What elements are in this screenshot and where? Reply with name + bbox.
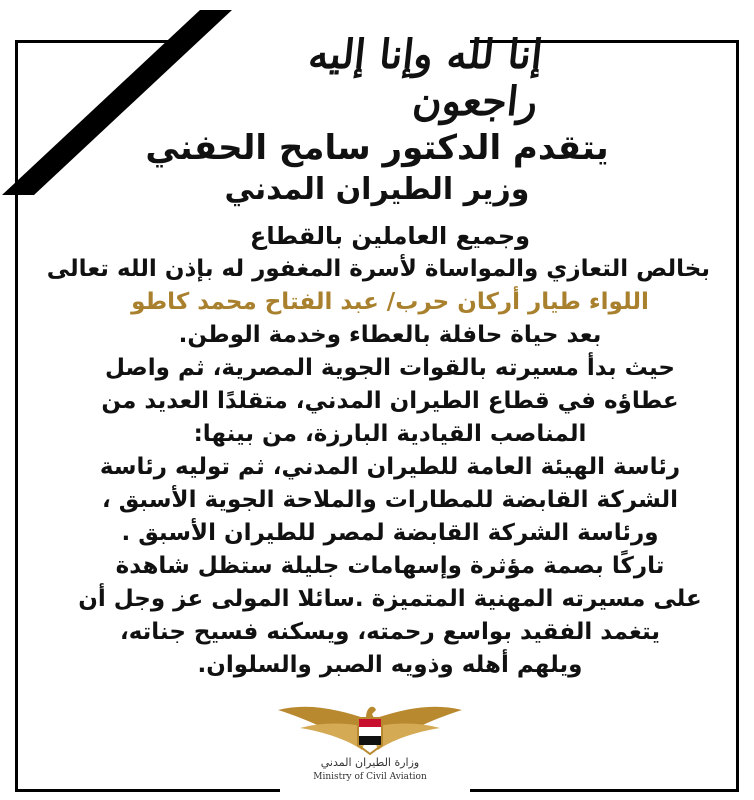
text-line: المناصب القيادية البارزة، من بينها: xyxy=(193,421,587,447)
text-line: بخالص التعازي والمواساة لأسرة المغفور له بإذن الله تعالى xyxy=(46,256,710,282)
deceased-name: اللواء طيار أركان حرب/ عبد الفتاح محمد كاطو xyxy=(131,289,649,315)
mourning-ribbon-icon xyxy=(0,0,260,200)
text-line: وجميع العاملين بالقطاع xyxy=(249,222,531,250)
heading-minister: يتقدم الدكتور سامح الحفني xyxy=(145,128,609,168)
condolence-text xyxy=(46,220,710,682)
logo-english-label: Ministry of Civil Aviation xyxy=(313,772,427,782)
logo-arabic-label: وزارة الطيران المدني xyxy=(320,756,420,769)
calligraphy-verse: إنا لله وإنا إليه راجعون xyxy=(306,30,545,125)
text-line: عطاؤه في قطاع الطيران المدني، متقلدًا العديد من xyxy=(101,388,679,414)
frame-bottom-right xyxy=(470,789,739,792)
text-line: رئاسة الهيئة العامة للطيران المدني، ثم توليه رئاسة xyxy=(99,454,681,480)
text-line: ويلهم أهله وذويه الصبر والسلوان. xyxy=(197,652,583,678)
text-line: ورئاسة الشركة القابضة لمصر للطيران الأسبق . xyxy=(121,520,659,546)
text-line: بعد حياة حافلة بالعطاء وخدمة الوطن. xyxy=(178,322,602,348)
heading-title: وزير الطيران المدني xyxy=(224,172,530,207)
text-line: حيث بدأ مسيرته بالقوات الجوية المصرية، ثم واصل xyxy=(105,355,675,381)
frame-right xyxy=(736,40,739,792)
frame-bottom-left xyxy=(15,789,280,792)
text-line: على مسيرته المهنية المتميزة .سائلا المولى عز وجل أن xyxy=(78,586,702,612)
text-line: الشركة القابضة للمطارات والملاحة الجوية الأسبق ، xyxy=(101,487,679,513)
text-line: يتغمد الفقيد بواسع رحمته، ويسكنه فسيح جناته، xyxy=(119,619,661,645)
text-line: تاركًا بصمة مؤثرة وإسهامات جليلة ستظل شاهدة xyxy=(115,553,665,579)
